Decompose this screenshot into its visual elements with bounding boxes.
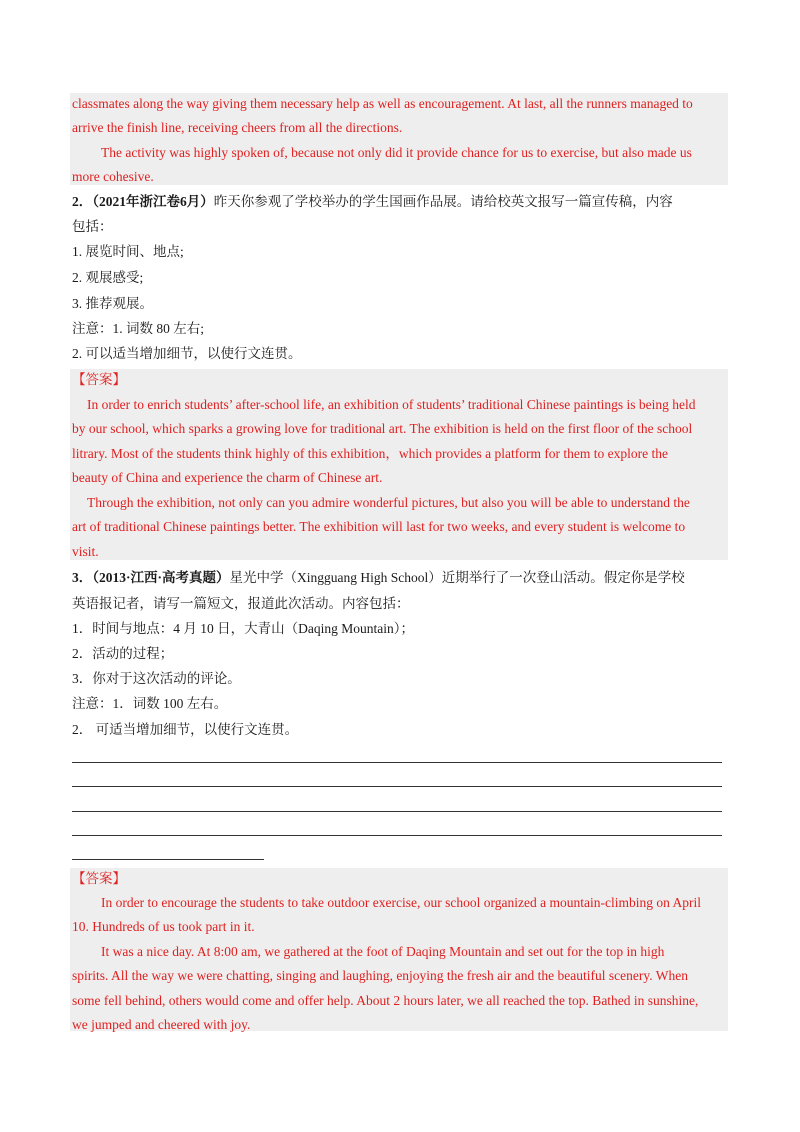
q3-source: （2013·江西·高考真题）	[92, 570, 230, 585]
writing-line	[72, 811, 722, 812]
q3-item: 2．活动的过程；	[72, 646, 174, 661]
q3-answer-line: some fell behind, others would come and offer help. About 2 hours later, we all reached the top. Bathed in sunshine,	[72, 993, 699, 1008]
q3-answer-line: 10. Hundreds of us took part in it.	[72, 919, 255, 934]
writing-line-short	[72, 859, 264, 860]
q2-item: 2. 观展感受;	[72, 270, 144, 285]
q2-number: 2．	[72, 194, 93, 209]
q2-answer-line: by our school, which sparks a growing love for traditional art. The exhibition is held on the first floor of the school	[72, 421, 693, 436]
q2-source: （2021年浙江卷6月）	[92, 194, 214, 209]
writing-line	[72, 762, 722, 763]
q2-note: 注意：1. 词数 80 左右;	[72, 321, 205, 336]
q2-item: 1. 展览时间、地点;	[72, 244, 184, 259]
q2-note: 2. 可以适当增加细节，以使行文连贯。	[72, 346, 302, 361]
q3-number: 3．	[72, 570, 93, 585]
q2-item: 3. 推荐观展。	[72, 296, 153, 311]
q3-note: 2． 可适当增加细节，以使行文连贯。	[72, 722, 299, 737]
q3-item: 3．你对于这次活动的评论。	[72, 671, 241, 686]
q2-prompt	[72, 194, 673, 210]
q2-answer-line: litrary. Most of the students think highly of this exhibition，which provides a platform for them to explore the	[72, 446, 669, 461]
q2-prompt-cont: 包括：	[72, 219, 113, 234]
writing-line	[72, 835, 722, 836]
q2-answer-line: beauty of China and experience the charm of Chinese art.	[72, 470, 383, 485]
prev-answer-line: The activity was highly spoken of, because not only did it provide chance for us to exercise, but also made us	[101, 145, 692, 160]
q2-answer-line: Through the exhibition, not only can you admire wonderful pictures, but also you will be able to understand the	[87, 495, 690, 510]
q3-prompt-text: 星光中学（Xingguang High School）近期举行了一次登山活动。假定你是学校	[229, 570, 685, 585]
q3-answer-line: spirits. All the way we were chatting, singing and laughing, enjoying the fresh air and the beautiful scenery. When	[72, 968, 688, 983]
q3-prompt	[72, 570, 685, 586]
q3-answer-label: 【答案】	[72, 871, 126, 886]
prev-answer-line: more cohesive.	[72, 169, 154, 184]
q2-answer-label: 【答案】	[72, 372, 126, 387]
prev-answer-line: classmates along the way giving them necessary help as well as encouragement. At last, all the runners managed to	[72, 96, 693, 111]
q3-note: 注意：1．词数 100 左右。	[72, 696, 228, 711]
q2-answer-line: In order to enrich students’ after-school life, an exhibition of students’ traditional Chinese paintings is being held	[87, 397, 696, 412]
q2-answer-line: art of traditional Chinese paintings better. The exhibition will last for two weeks, and every student is welcome to	[72, 519, 686, 534]
prev-answer-line: arrive the finish line, receiving cheers from all the directions.	[72, 120, 403, 135]
q3-answer-line: we jumped and cheered with joy.	[72, 1017, 251, 1032]
q3-prompt-cont: 英语报记者，请写一篇短文，报道此次活动。内容包括：	[72, 596, 410, 611]
q3-answer-line: It was a nice day. At 8:00 am, we gathered at the foot of Daqing Mountain and set out for the top in high	[101, 944, 665, 959]
q2-answer-line: visit.	[72, 544, 99, 559]
q3-answer-line: In order to encourage the students to take outdoor exercise, our school organized a mountain-climbing on April	[101, 895, 701, 910]
q2-prompt-text: 昨天你参观了学校举办的学生国画作品展。请给校英文报写一篇宣传稿，内容	[213, 194, 673, 209]
q3-item: 1．时间与地点：4 月 10 日，大青山（Daqing Mountain）；	[72, 621, 414, 636]
writing-line	[72, 786, 722, 787]
